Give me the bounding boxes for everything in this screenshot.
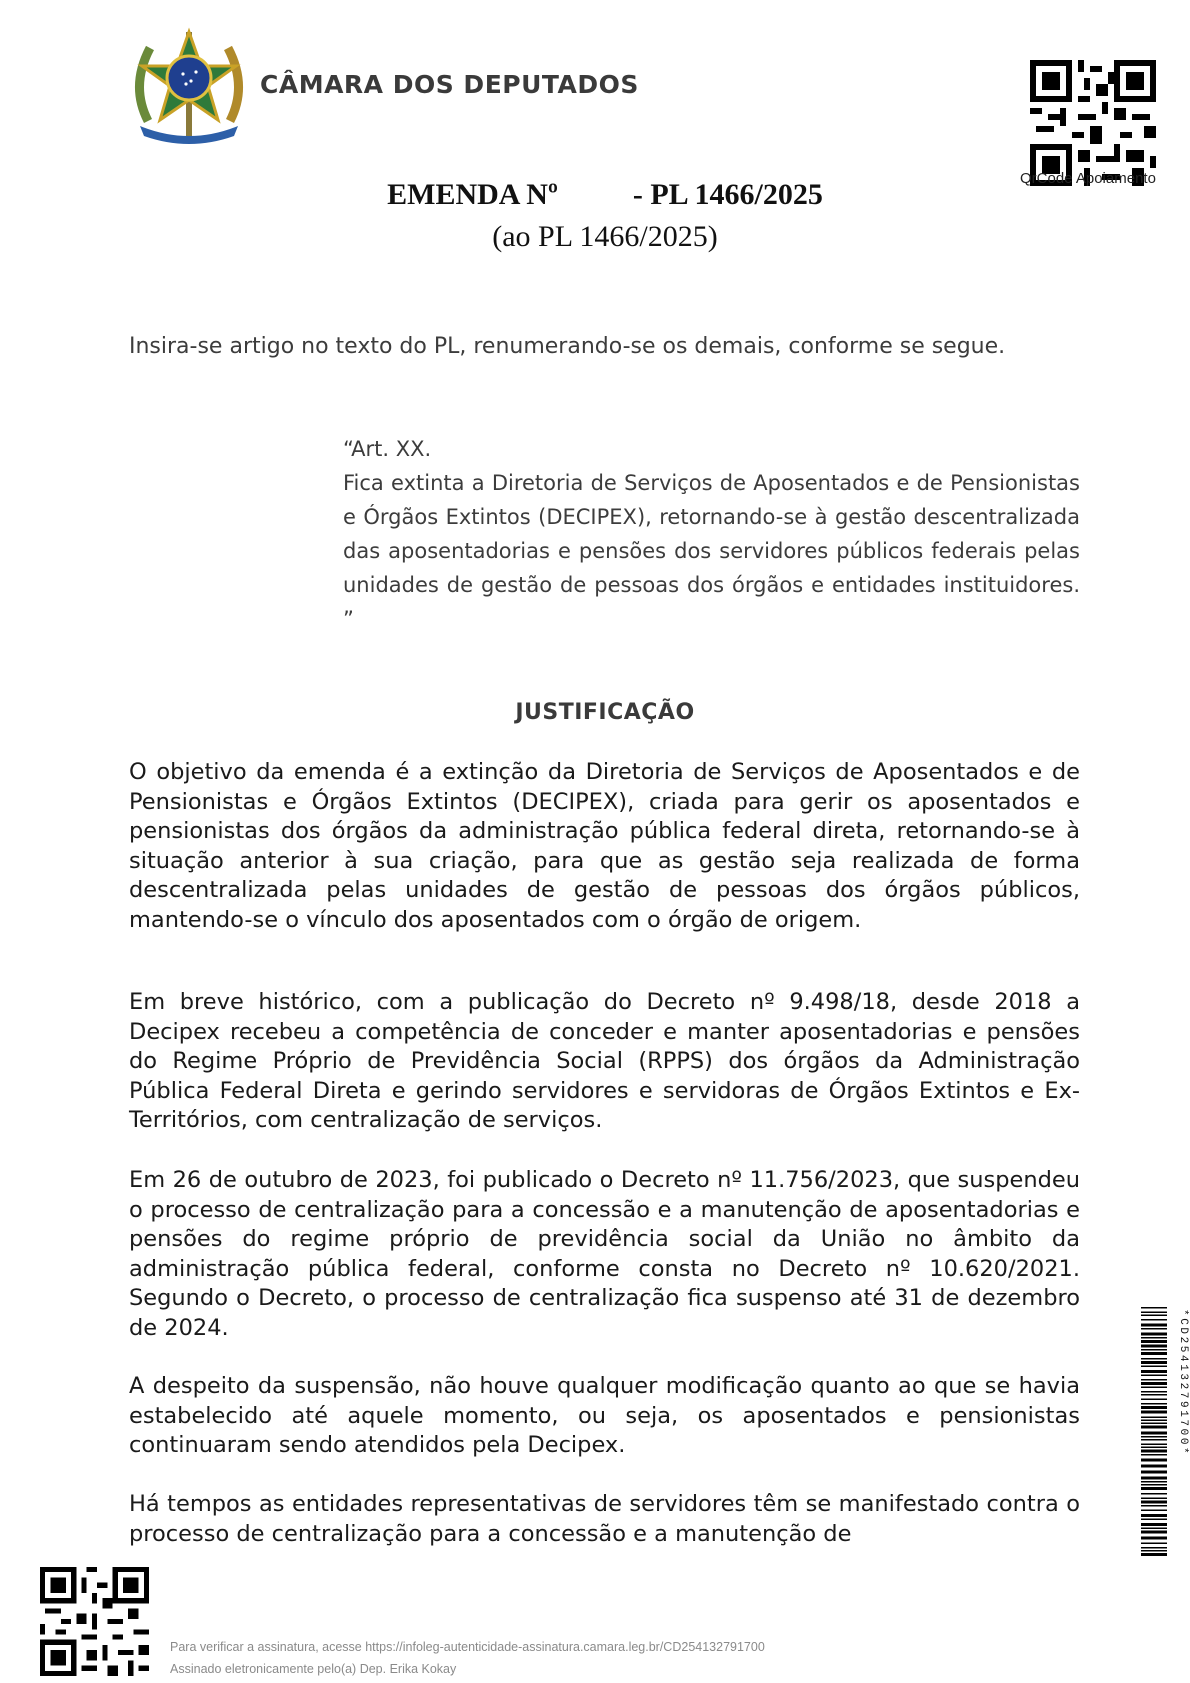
qr-code-icon [40,1567,149,1676]
barcode-code: *CD254132791700* [1177,1309,1189,1457]
justification-paragraph: Há tempos as entidades representativas de servidores têm se manifestado contra o processo de centralização para a concessão e a manutenção de [129,1491,1080,1547]
justification-heading: JUSTIFICAÇÃO [515,700,695,725]
qr-code-caption: QrCode Apoiamento [1020,170,1156,187]
justification-paragraph: Em breve histórico, com a publicação do Decreto nº 9.498/18, desde 2018 a Decipex recebeu a competência de conceder e manter aposentadorias e pensões do Regime Próprio de Previdência Social (RPPS) dos órgãos da Administração Pública Federal Direta e gerindo servidores e servidoras de Órgãos Extintos e Ex-Territórios, com centralização de serviços. [129,989,1080,1133]
brazil-coat-of-arms-icon [128,26,250,144]
amendment-subtitle: (ao PL 1466/2025) [492,220,718,253]
article-label: “Art. XX. [343,437,432,461]
amendment-intro: Insira-se artigo no texto do PL, renumerando-se os demais, conforme se segue. [129,334,1006,359]
article-text: Fica extinta a Diretoria de Serviços de Aposentados e de Pensionistas e Órgãos Extintos (DECIPEX), retornando-se à gestão descentralizada das aposentadorias e pensões dos servidores públicos federais pelas unidades de gestão de pessoas dos órgãos e entidades instituidores. ” [343,471,1080,631]
justification-paragraph: A despeito da suspensão, não houve qualquer modificação quanto ao que se havia estabelecido até aquele momento, ou seja, os aposentados e pensionistas continuaram sendo atendidos pela Decipex. [129,1373,1080,1458]
signature-verification-text: Para verificar a assinatura, acesse https://infoleg-autenticidade-assinatura.camara.leg.br/CD254132791700 [170,1640,765,1654]
amendment-title: EMENDA Nº - PL 1466/2025 [387,178,823,211]
justification-paragraph: Em 26 de outubro de 2023, foi publicado o Decreto nº 11.756/2023, que suspendeu o processo de centralização para a concessão e a manutenção de aposentadorias e pensões do regime próprio de previdência social da União no âmbito da administração pública federal, conforme consta no Decreto nº 10.620/2021. Segundo o Decreto, o processo de centralização fica suspenso até 31 de dezembro de 2024. [129,1167,1080,1341]
qr-code-icon [1030,60,1156,186]
justification-paragraph: O objetivo da emenda é a extinção da Diretoria de Serviços de Aposentados e de Pensionistas e Órgãos Extintos (DECIPEX), criada para gerir os aposentados e pensionistas dos órgãos da administração pública federal direta, retornando-se à situação anterior à sua criação, para que as gestão seja realizada de forma descentralizada pelas unidades de gestão de pessoas dos órgãos públicos, mantendo-se o vínculo dos aposentados com o órgão de origem. [129,759,1080,933]
barcode-icon [1141,1307,1189,1557]
article-quote [343,432,1080,636]
electronic-signature-text: Assinado eletronicamente pelo(a) Dep. Erika Kokay [170,1662,457,1676]
organization-name: CÂMARA DOS DEPUTADOS [260,70,639,99]
